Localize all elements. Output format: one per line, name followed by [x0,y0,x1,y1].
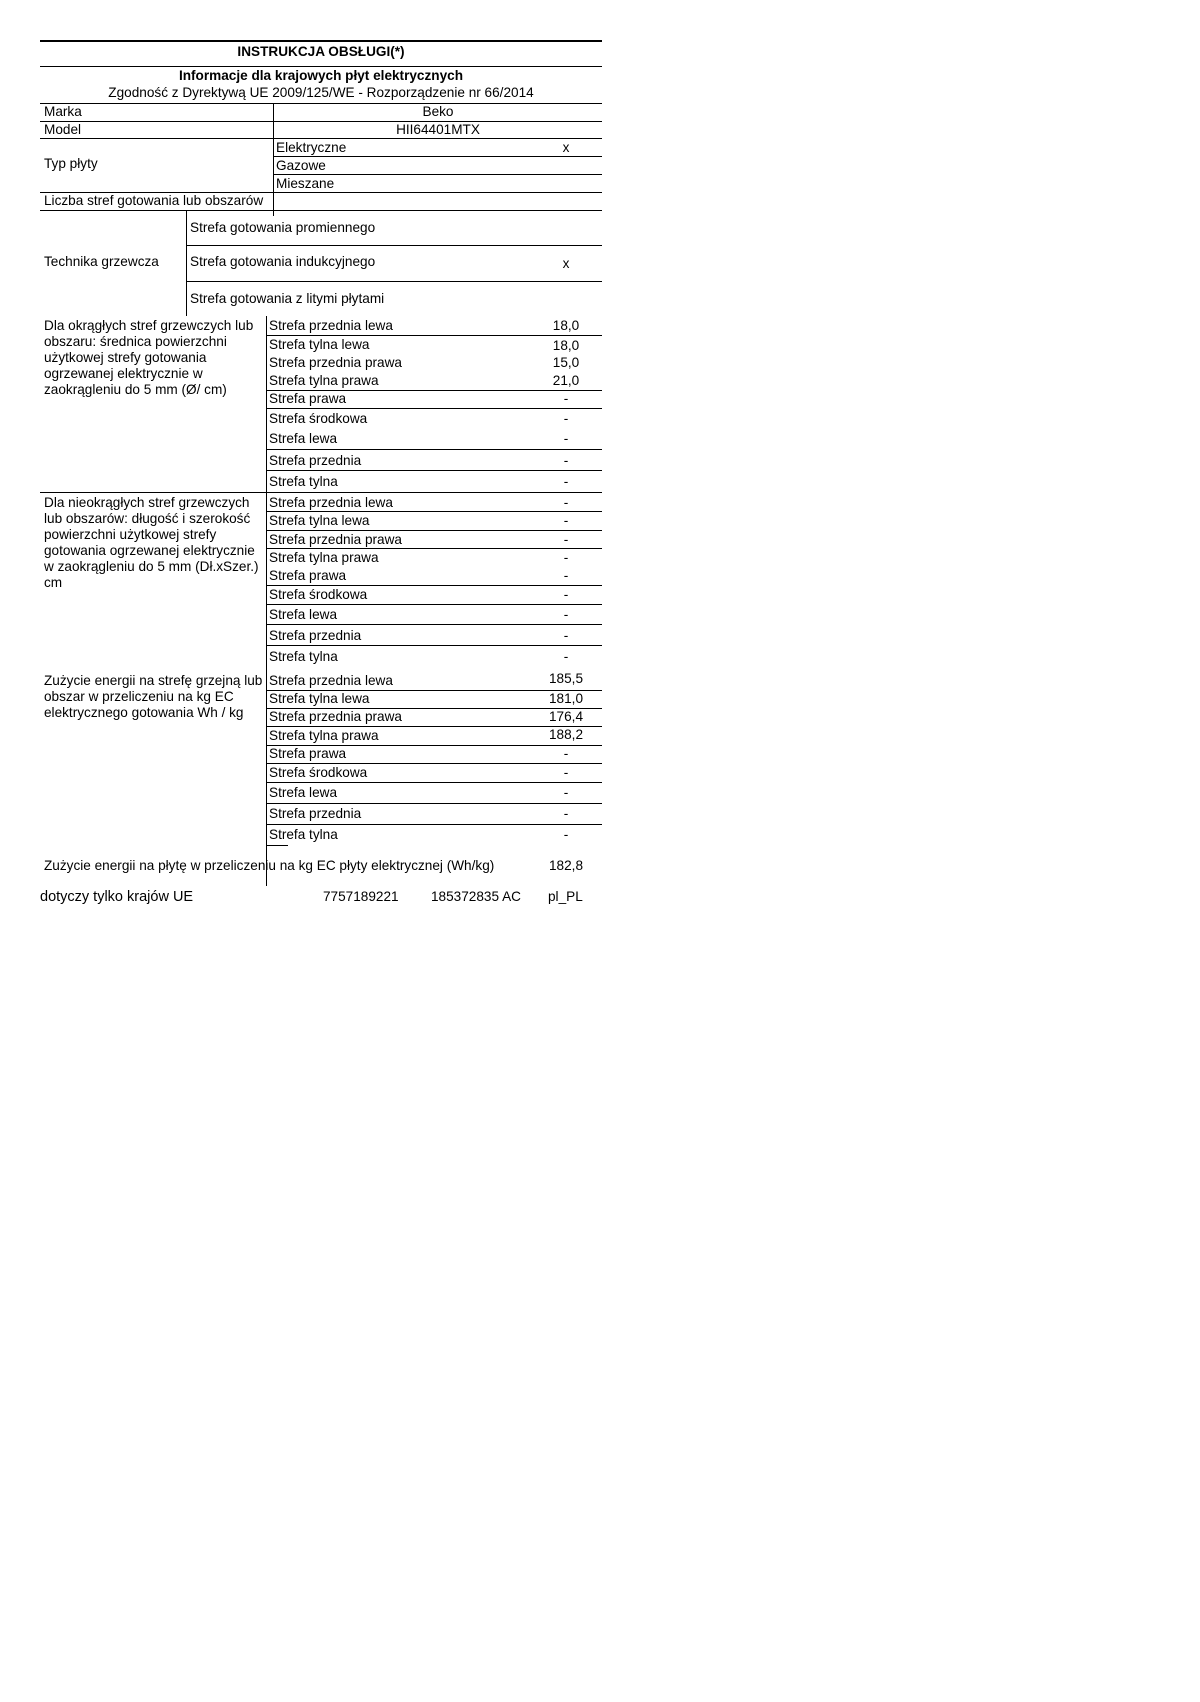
divider [40,66,602,67]
model-label: Model [44,122,82,137]
energy-zone-value: - [563,785,569,800]
hob-type-option: Elektryczne [276,140,347,155]
divider [40,492,602,493]
heating-tech-label: Technika grzewcza [44,254,159,269]
nonround-zone-value: - [563,550,569,565]
energy-zone-value: - [563,765,569,780]
divider [186,245,602,246]
energy-zone-name: Strefa przednia prawa [269,709,402,724]
column-divider [186,210,187,316]
nonround-zone-value: - [563,628,569,643]
round-zone-name: Strefa prawa [269,391,347,406]
divider [266,803,602,804]
footer-code: 185372835 AC [431,889,521,904]
nonround-zone-name: Strefa przednia [269,628,362,643]
round-zone-value: 18,0 [552,318,580,333]
round-zone-value: - [563,411,569,426]
round-zone-value: 21,0 [552,373,580,388]
brand-value: Beko [422,104,454,119]
directive-line: Zgodność z Dyrektywą UE 2009/125/WE - Rozporządzenie nr 66/2014 [108,85,534,100]
round-zone-name: Strefa tylna lewa [269,337,370,352]
energy-zone-value: 185,5 [548,671,584,686]
divider [266,548,602,549]
round-zone-name: Strefa tylna prawa [269,373,379,388]
energy-total-value: 182,8 [548,858,584,873]
divider [266,845,288,846]
divider [266,335,602,336]
nonround-zone-name: Strefa przednia lewa [269,495,393,510]
energy-zone-name: Strefa przednia lewa [269,673,393,688]
energy-zone-name: Strefa środkowa [269,765,368,780]
heating-tech-option: Strefa gotowania indukcyjnego [190,254,376,269]
hob-type-mark: x [562,140,570,155]
nonround-zone-value: - [563,568,569,583]
divider [266,408,602,409]
divider [266,782,602,783]
nonround-zone-value: - [563,587,569,602]
divider [266,530,602,531]
footer-locale: pl_PL [548,889,583,904]
nonround-zone-name: Strefa przednia prawa [269,532,402,547]
column-divider [273,103,274,216]
round-zone-name: Strefa środkowa [269,411,368,426]
divider [266,449,602,450]
energy-zone-name: Strefa tylna lewa [269,691,370,706]
divider [266,624,602,625]
nonround-zone-name: Strefa środkowa [269,587,368,602]
round-zone-name: Strefa przednia [269,453,362,468]
energy-zone-name: Strefa prawa [269,746,347,761]
hob-type-option: Mieszane [276,176,335,191]
divider [266,824,602,825]
round-zone-value: 18,0 [552,338,580,353]
energy-zone-name: Strefa przednia [269,806,362,821]
round-zone-name: Strefa tylna [269,474,338,489]
nonround-zone-name: Strefa tylna prawa [269,550,379,565]
energy-zone-name: Strefa tylna prawa [269,728,379,743]
brand-label: Marka [44,104,82,119]
nonround-zone-value: - [563,649,569,664]
energy-zone-value: - [563,746,569,761]
energy-zone-name: Strefa lewa [269,785,338,800]
divider [266,585,602,586]
heating-tech-option: Strefa gotowania z litymi płytami [190,291,385,306]
heating-tech-mark: x [562,256,570,271]
nonround-zone-name: Strefa tylna [269,649,338,664]
divider [40,210,602,211]
nonround-zones-label: Dla nieokrągłych stref grzewczych lub obszarów: długość i szerokość powierzchni użytkowej strefy gotowania ogrzewanej elektrycznie w zaokrągleniu do 5 mm (Dł.xSzer.) cm [44,495,259,590]
divider [266,763,602,764]
round-zone-name: Strefa przednia prawa [269,355,402,370]
footer-code: 7757189221 [323,889,399,904]
divider [266,604,602,605]
round-zone-value: - [563,431,569,446]
energy-zones-label: Zużycie energii na strefę grzejną lub obszar w przeliczeniu na kg EC elektrycznego gotowania Wh / kg [44,673,263,720]
round-zones-label: Dla okrągłych stref grzewczych lub obszaru: średnica powierzchni użytkowej strefy gotowania ogrzewanej elektrycznie w zaokrągleniu do 5 mm (Ø/ cm) [44,318,254,397]
nonround-zone-value: - [563,513,569,528]
top-rule [40,40,602,42]
energy-total-label: Zużycie energii na płytę w przeliczeniu na kg EC płyty elektrycznej (Wh/kg) [44,858,495,873]
energy-zone-value: 181,0 [548,691,584,706]
round-zone-name: Strefa przednia lewa [269,318,393,333]
divider [266,511,602,512]
energy-zone-value: - [563,806,569,821]
nonround-zone-name: Strefa tylna lewa [269,513,370,528]
divider [186,281,602,282]
round-zone-value: 15,0 [552,355,580,370]
energy-zone-value: - [563,827,569,842]
sheet-title: INSTRUKCJA OBSŁUGI(*) [237,44,405,59]
heating-tech-option: Strefa gotowania promiennego [190,220,376,235]
round-zone-value: - [563,453,569,468]
nonround-zone-value: - [563,532,569,547]
footer-note: dotyczy tylko krajów UE [40,889,194,905]
divider [266,645,602,646]
round-zone-name: Strefa lewa [269,431,338,446]
divider [273,156,602,157]
nonround-zone-value: - [563,607,569,622]
divider [273,174,602,175]
nonround-zone-name: Strefa lewa [269,607,338,622]
energy-zone-value: 176,4 [548,709,584,724]
sheet-subtitle: Informacje dla krajowych płyt elektrycznych [178,68,464,83]
divider [266,470,602,471]
column-divider [266,316,267,886]
divider [40,138,602,139]
nonround-zone-value: - [563,495,569,510]
zones-count-label: Liczba stref gotowania lub obszarów [44,193,264,208]
model-value: HII64401MTX [396,122,480,137]
nonround-zone-name: Strefa prawa [269,568,347,583]
hob-type-label: Typ płyty [44,156,98,171]
hob-type-option: Gazowe [276,158,326,173]
round-zone-value: - [563,474,569,489]
round-zone-value: - [563,391,569,406]
energy-zone-value: 188,2 [548,727,584,742]
energy-zone-name: Strefa tylna [269,827,338,842]
